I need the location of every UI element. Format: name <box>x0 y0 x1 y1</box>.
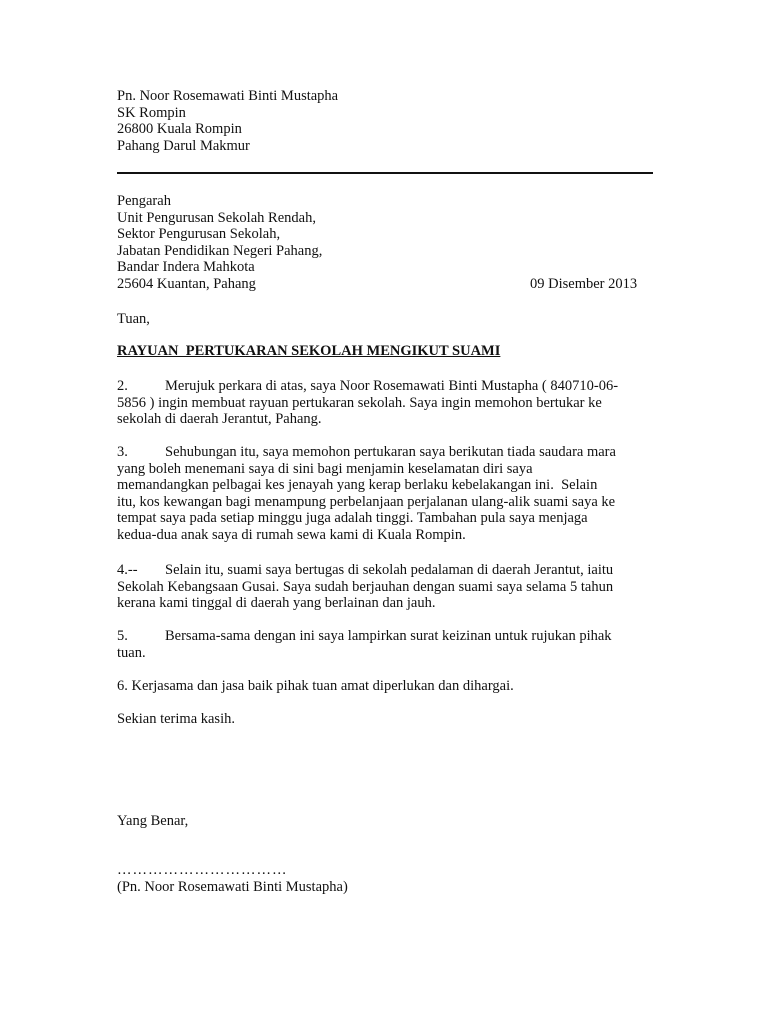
recipient-line: Jabatan Pendidikan Negeri Pahang, <box>117 242 323 259</box>
signature-name: (Pn. Noor Rosemawati Binti Mustapha) <box>117 879 348 895</box>
paragraph-line: sekolah di daerah Jerantut, Pahang. <box>117 411 322 427</box>
paragraph-line: Sekolah Kebangsaan Gusai. Saya sudah berjauhan dengan suami saya selama 5 tahun <box>117 578 614 595</box>
paragraph-3 <box>117 444 657 543</box>
paragraph-2 <box>117 378 657 428</box>
paragraph-line: kerana kami tinggal di daerah yang berlainan dan jauh. <box>117 595 436 611</box>
paragraph-line: memandangkan pelbagai kes jenayah yang kerap berlaku kebelakangan ini. Selain <box>117 477 598 493</box>
paragraph-number: 4.-- <box>117 562 138 578</box>
sender-line: Pn. Noor Rosemawati Binti Mustapha <box>117 88 339 104</box>
sender-line: Pahang Darul Makmur <box>117 137 250 154</box>
letter-date: 09 Disember 2013 <box>530 276 638 292</box>
closing-remark: Sekian terima kasih. <box>117 711 235 727</box>
paragraph-number: 5. <box>117 628 128 644</box>
salutation: Tuan, <box>117 311 150 327</box>
sender-address <box>117 88 657 154</box>
recipient-line: 25604 Kuantan, Pahang <box>117 275 256 292</box>
signature-line: …………………………… <box>117 862 288 878</box>
paragraph-line: 6. Kerjasama dan jasa baik pihak tuan amat diperlukan dan dihargai. <box>117 678 514 694</box>
paragraph-5 <box>117 628 657 661</box>
sender-line: SK Rompin <box>117 104 186 121</box>
paragraph-number: 2. <box>117 378 128 394</box>
recipient-line: Pengarah <box>117 193 171 209</box>
recipient-line: Bandar Indera Mahkota <box>117 259 255 275</box>
paragraph-line: tuan. <box>117 644 146 661</box>
paragraph-line: 3. Sehubungan itu, saya memohon pertukaran saya berikutan tiada saudara mara <box>117 444 616 460</box>
paragraph-line: tempat saya pada setiap minggu juga adalah tinggi. Tambahan pula saya menjaga <box>117 510 588 526</box>
signoff: Yang Benar, <box>117 813 189 829</box>
paragraph-line: 4.-- Selain itu, suami saya bertugas di sekolah pedalaman di daerah Jerantut, iaitu <box>117 562 614 578</box>
paragraph-4 <box>117 562 657 612</box>
sender-line: 26800 Kuala Rompin <box>117 121 242 137</box>
paragraph-line: itu, kos kewangan bagi menampung perbelanjaan perjalanan ulang-alik suami saya ke <box>117 493 616 510</box>
paragraph-line: 5. Bersama-sama dengan ini saya lampirkan surat keizinan untuk rujukan pihak <box>117 628 612 644</box>
header-divider <box>117 172 653 174</box>
paragraph-6 <box>117 678 657 695</box>
paragraph-number: 3. <box>117 444 128 460</box>
paragraph-number: 6. <box>117 678 128 694</box>
recipient-line: Unit Pengurusan Sekolah Rendah, <box>117 209 316 226</box>
recipient-line: Sektor Pengurusan Sekolah, <box>117 226 281 242</box>
paragraph-line: yang boleh menemani saya di sini bagi menjamin keselamatan diri saya <box>117 460 533 477</box>
paragraph-line: 5856 ) ingin membuat rayuan pertukaran sekolah. Saya ingin memohon bertukar ke <box>117 394 602 411</box>
paragraph-line: 2. Merujuk perkara di atas, saya Noor Rosemawati Binti Mustapha ( 840710-06- <box>117 378 619 394</box>
paragraph-line: kedua-dua anak saya di rumah sewa kami di Kuala Rompin. <box>117 526 466 543</box>
letter-subject: RAYUAN PERTUKARAN SEKOLAH MENGIKUT SUAMI <box>117 343 501 359</box>
